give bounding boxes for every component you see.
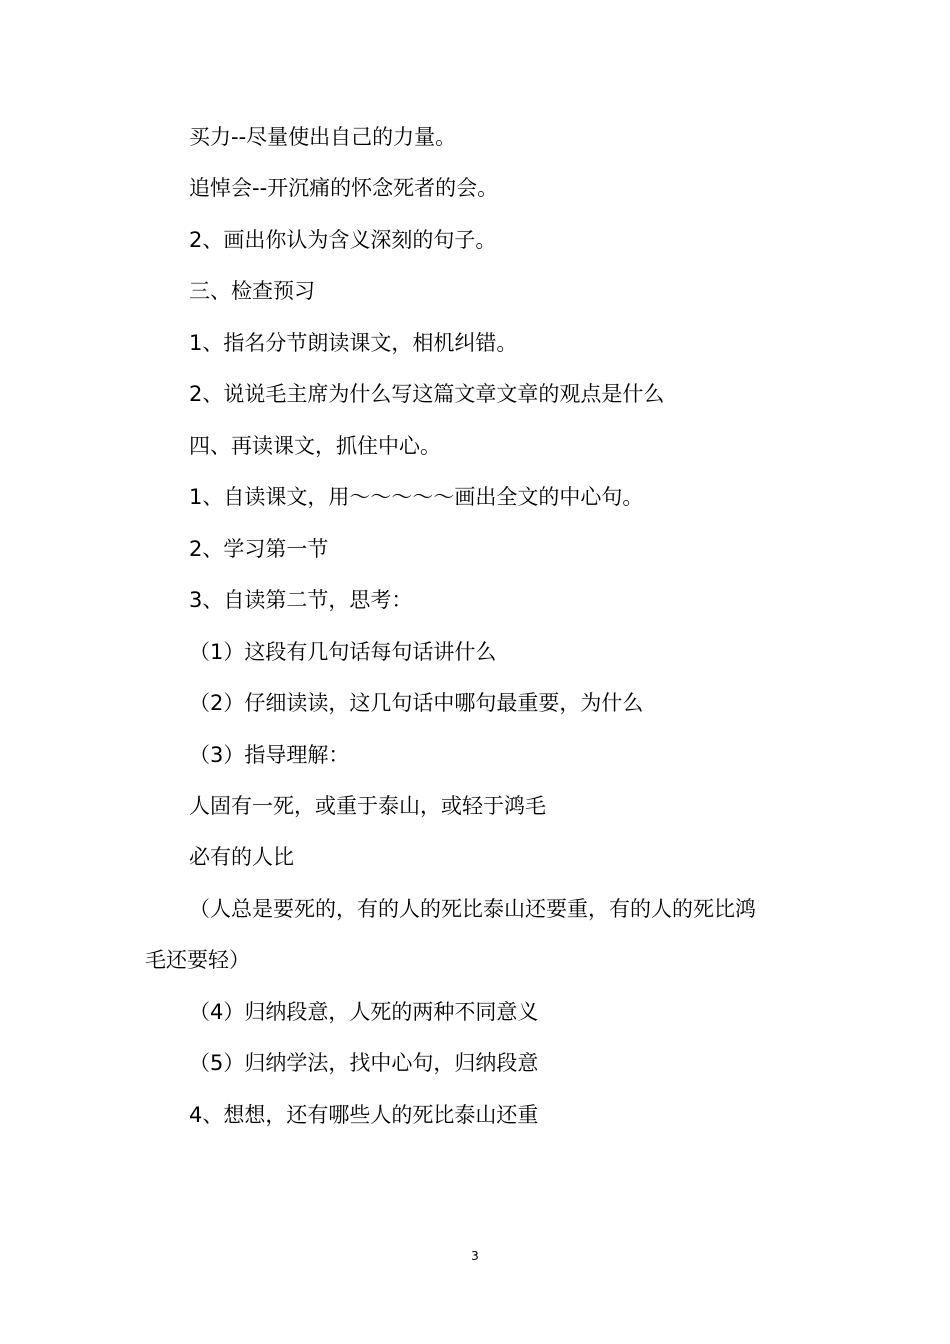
text-line: 2、画出你认为含义深刻的句子。 [189,228,497,252]
text-line-continuation: 毛还要轻） [145,948,250,972]
page-number: 3 [471,1249,479,1263]
text-line: （3）指导理解： [189,743,350,767]
text-line: （人总是要死的，有的人的死比泰山还要重，有的人的死比鸿 [189,897,756,921]
text-line: 1、指名分节朗读课文，相机纠错。 [189,331,518,355]
text-line: （1）这段有几句话每句话讲什么 [189,640,497,664]
text-line: 4、想想，还有哪些人的死比泰山还重 [189,1103,539,1127]
text-line: （2）仔细读读，这几句话中哪句最重要，为什么 [189,691,644,715]
text-line: 买力--尽量使出自己的力量。 [189,125,457,149]
text-line: 必有的人比 [189,845,294,869]
section-heading: 四、再读课文，抓住中心。 [189,434,441,458]
text-line: 人固有一死，或重于泰山，或轻于鸿毛 [189,794,546,818]
text-line: 2、说说毛主席为什么写这篇文章文章的观点是什么 [189,382,665,406]
text-line: 追悼会--开沉痛的怀念死者的会。 [189,176,499,200]
text-line: （5）归纳学法，找中心句，归纳段意 [189,1051,539,1075]
section-heading: 三、检查预习 [189,279,315,303]
text-line: 3、自读第二节，思考： [189,588,413,612]
text-line: 1、自读课文，用～～～～～画出全文的中心句。 [189,485,644,509]
text-line: （4）归纳段意，人死的两种不同意义 [189,1000,539,1024]
text-line: 2、学习第一节 [189,537,329,561]
